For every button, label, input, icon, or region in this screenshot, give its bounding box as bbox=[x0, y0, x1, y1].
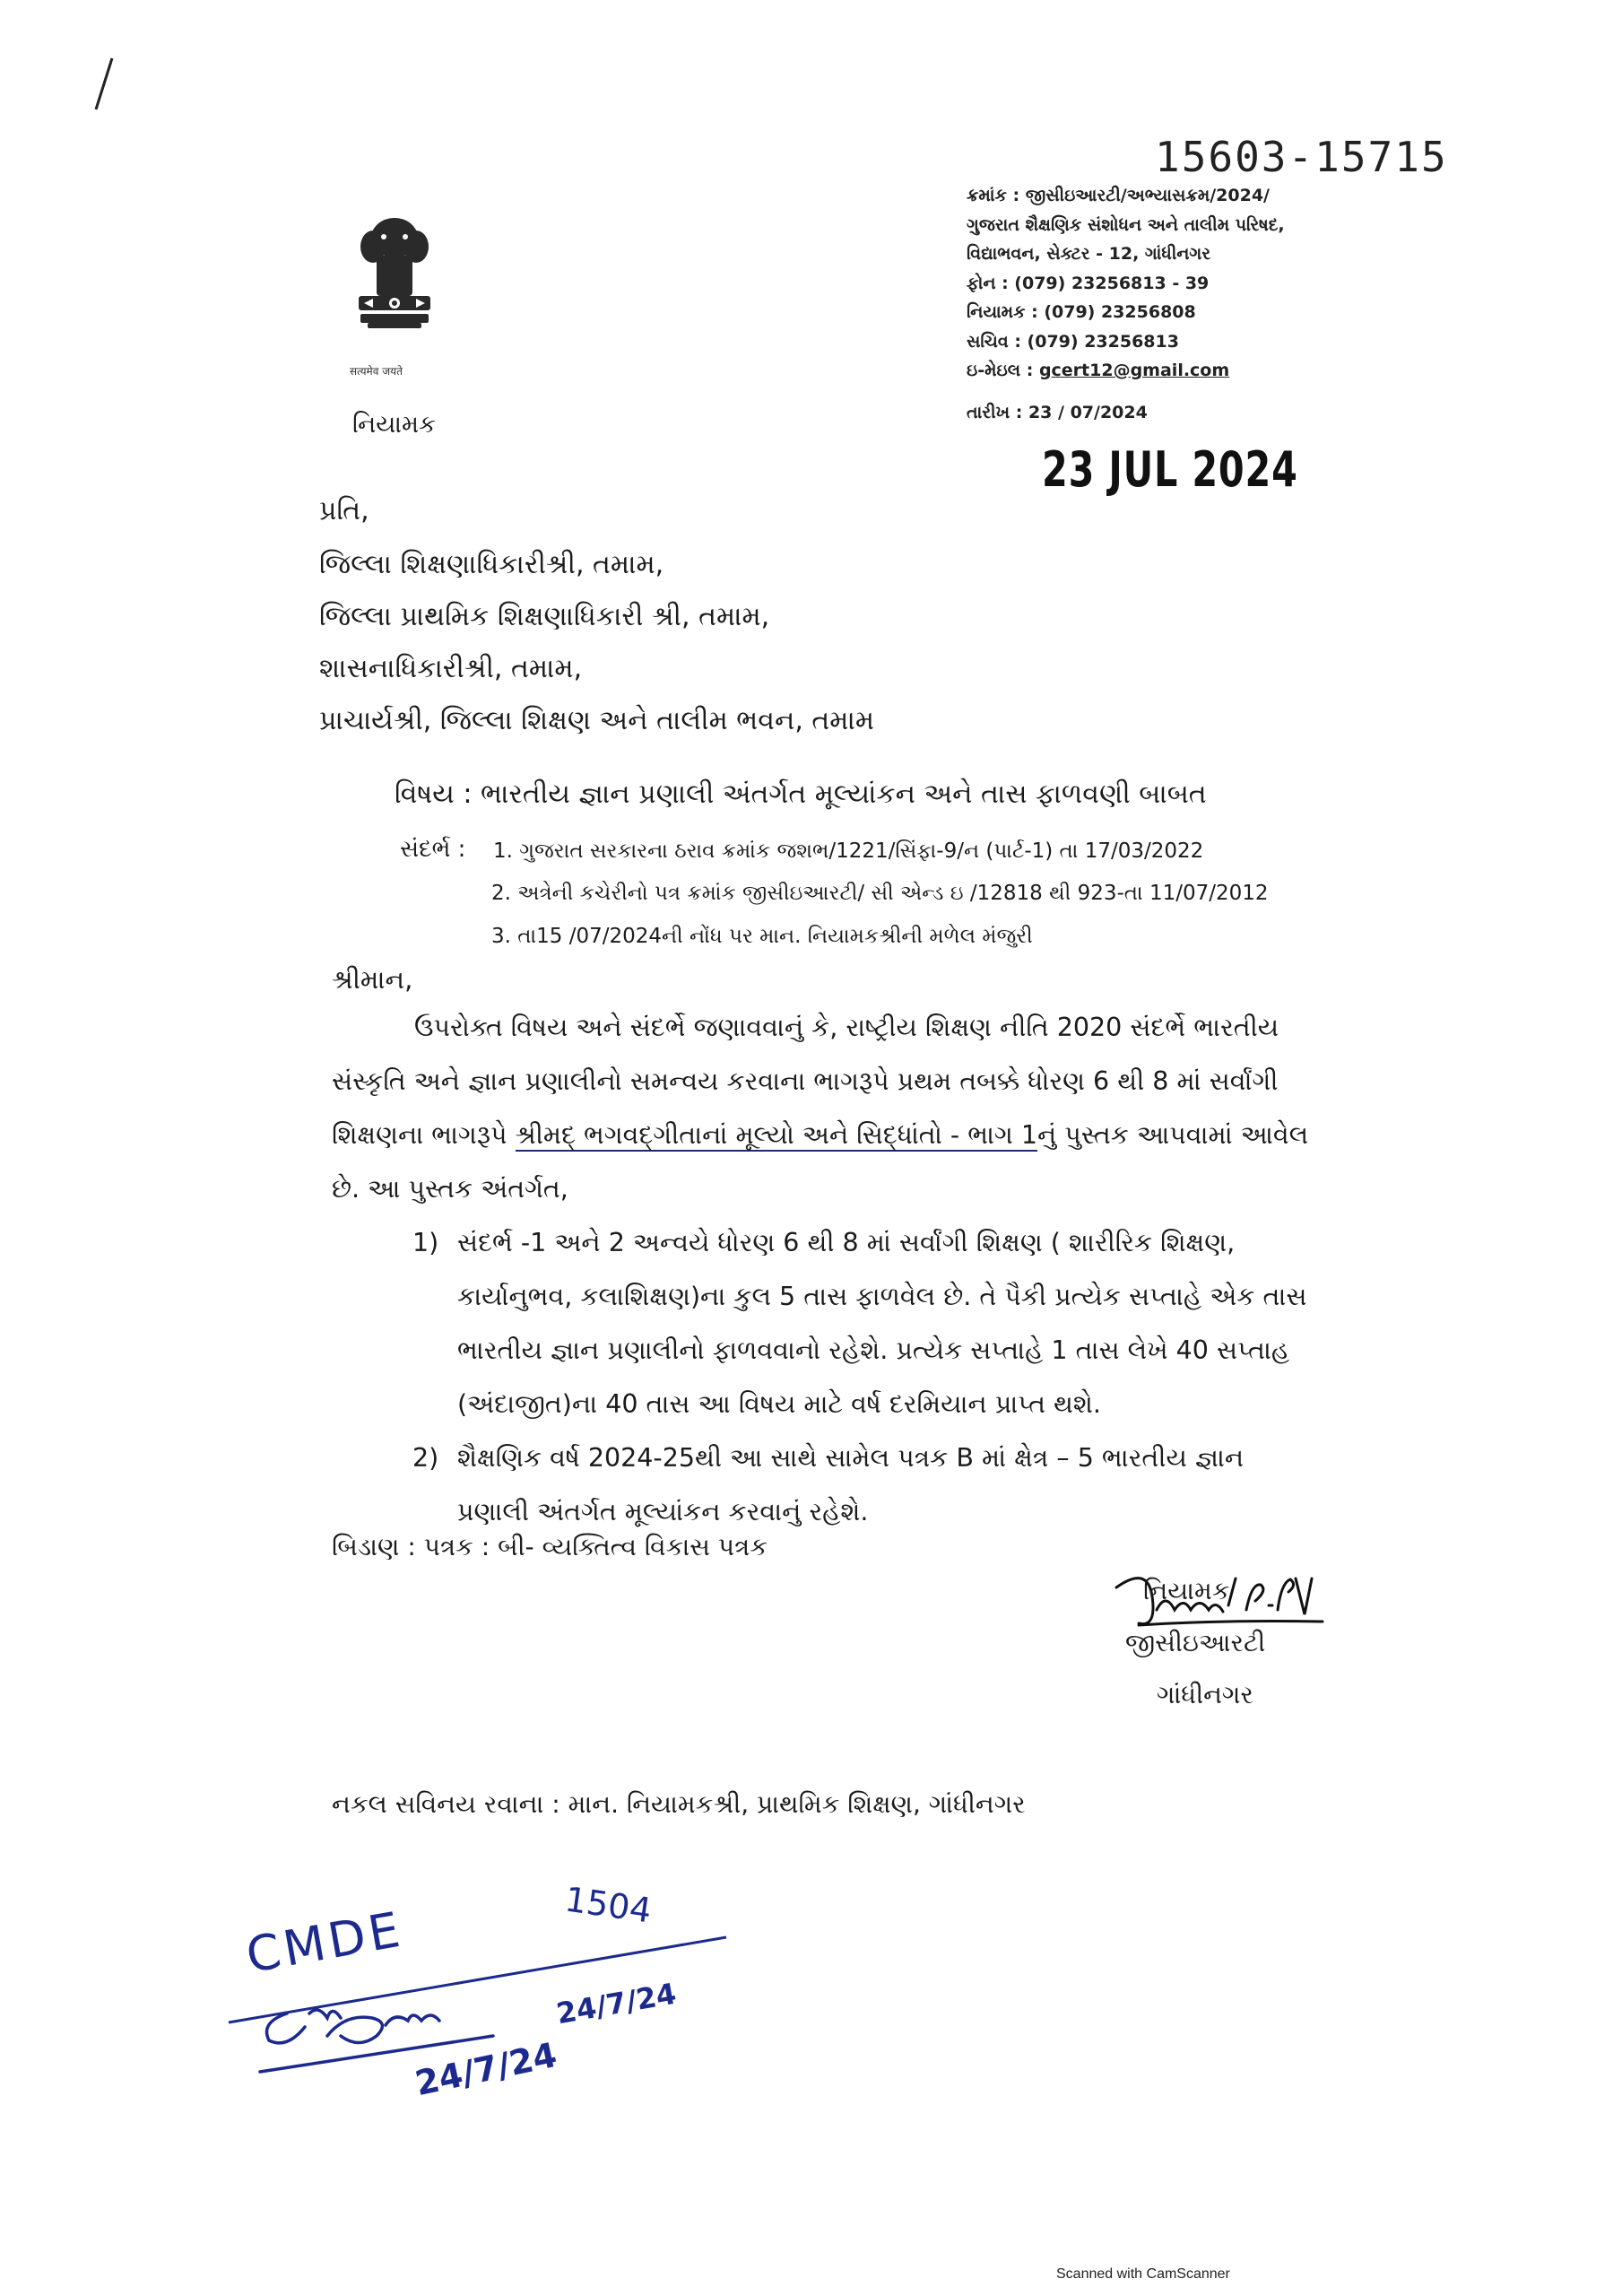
body-text: નું પુસ્તક આપવામાં આવેલ bbox=[1037, 1120, 1309, 1150]
emblem-caption: सत्यमेव जयते bbox=[350, 365, 403, 378]
date-line: તારીખ : 23 / 07/2024 bbox=[967, 402, 1148, 422]
point-item bbox=[412, 1216, 1354, 1431]
received-date-stamp: 23 JUL 2024 bbox=[1042, 441, 1298, 498]
point-line: સંદર્ભ -1 અને 2 અન્વયે ધોરણ 6 થી 8 માં સર્વાંગી શિક્ષણ ( શારીરિક શિક્ષણ, bbox=[457, 1228, 1236, 1257]
office-line: નિયામક : (079) 23256808 bbox=[967, 302, 1196, 322]
body-line: ઉપરોક્ત વિષય અને સંદર્ભે જણાવવાનું કે, રાષ્ટ્રીય શિક્ષણ નીતિ 2020 સંદર્ભે ભારતીય bbox=[414, 1013, 1279, 1042]
handwritten-ref-number: 15603-15715 bbox=[1155, 133, 1448, 181]
department-label: નિયામક bbox=[352, 411, 437, 439]
handwritten-note-top: CMDE bbox=[242, 1900, 408, 1985]
addressee-line: શાસનાધિકારીશ્રી, તમામ, bbox=[319, 653, 583, 684]
office-line: ફોન : (079) 23256813 - 39 bbox=[967, 273, 1210, 293]
handwritten-date: 24/7/24 bbox=[553, 1976, 679, 2031]
email-line bbox=[967, 356, 1285, 386]
body-line: સંસ્કૃતિ અને જ્ઞાન પ્રણાલીનો સમન્વય કરવાના ભાગરૂપે પ્રથમ તબક્કે ધોરણ 6 થી 8 માં સર્વાંગી bbox=[332, 1066, 1279, 1096]
scanner-watermark: Scanned with CamScanner bbox=[1056, 2266, 1230, 2282]
handwritten-note-number: 1504 bbox=[562, 1879, 655, 1931]
office-line: વિદ્યાભવન, સેક્ટર - 12, ગાંધીનગર bbox=[967, 244, 1211, 264]
addressee-line: પ્રાચાર્યશ્રી, જિલ્લા શિક્ષણ અને તાલીમ ભવન, તમામ bbox=[319, 705, 875, 736]
signatory-city: ગાંધીનગર bbox=[1157, 1680, 1253, 1709]
body-paragraph bbox=[332, 1001, 1354, 1216]
signature-block bbox=[1107, 1565, 1265, 1721]
signatory-title: નિયામક bbox=[1143, 1576, 1230, 1605]
references-label: સંદર્ભ : bbox=[400, 836, 466, 863]
point-number: 1) bbox=[412, 1228, 439, 1257]
point-line: શૈક્ષણિક વર્ષ 2024-25થી આ સાથે સામેલ પત્રક B માં ક્ષેત્ર – 5 ભારતીય જ્ઞાન bbox=[457, 1443, 1245, 1473]
office-address-block bbox=[967, 181, 1285, 427]
pen-mark bbox=[85, 54, 121, 117]
addressee-line: પ્રતિ, bbox=[319, 495, 369, 526]
office-line: ગુજરાત શૈક્ષણિક સંશોધન અને તાલીમ પરિષદ, bbox=[967, 214, 1285, 235]
point-line: કાર્યાનુભવ, કલાશિક્ષણ)ના કુલ 5 તાસ ફાળવેલ છે. તે પૈકી પ્રત્યેક સપ્તાહે એક તાસ bbox=[457, 1282, 1307, 1311]
reference-item: 3. તા15 /07/2024ની નોંધ પર માન. નિયામકશ્રીની મળેલ મંજુરી bbox=[491, 925, 1033, 948]
points-list bbox=[412, 1216, 1354, 1539]
point-line: પ્રણાલી અંતર્ગત મૂલ્યાંકન કરવાનું રહેશે. bbox=[457, 1497, 869, 1526]
body-line bbox=[332, 1109, 1354, 1162]
subject-line: વિષય : ભારતીય જ્ઞાન પ્રણાલી અંતર્ગત મૂલ્યાંકન અને તાસ ફાળવણી બાબત bbox=[395, 778, 1207, 810]
email-label: ઇ-મેઇલ : bbox=[967, 361, 1039, 380]
point-line: ભારતીય જ્ઞાન પ્રણાલીનો ફાળવવાનો રહેશે. પ્રત્યેક સપ્તાહે 1 તાસ લેખે 40 સપ્તાહ bbox=[457, 1335, 1290, 1365]
office-line: ક્રમાંક : જીસીઇઆરટી/અભ્યાસક્રમ/2024/ bbox=[967, 186, 1270, 205]
salutation: શ્રીમાન, bbox=[332, 964, 413, 995]
handwritten-note bbox=[224, 1879, 762, 2117]
email-link[interactable]: gcert12@gmail.com bbox=[1038, 361, 1230, 380]
point-item bbox=[412, 1431, 1354, 1539]
handwritten-date: 24/7/24 bbox=[412, 2034, 560, 2104]
point-line: (અંદાજીત)ના 40 તાસ આ વિષય માટે વર્ષ દરમિયાન પ્રાપ્ત થશે. bbox=[457, 1389, 1101, 1419]
book-title-underlined: શ્રીમદ્ ભગવદ્ગીતાનાં મૂલ્યો અને સિદ્ધાંતો - ભાગ 1 bbox=[515, 1120, 1038, 1150]
addressee-line: જિલ્લા શિક્ષણાધિકારીશ્રી, તમામ, bbox=[319, 549, 664, 580]
copy-to-line: નકલ સવિનય રવાના : માન. નિયામકશ્રી, પ્રાથમિક શિક્ષણ, ગાંધીનગર bbox=[332, 1789, 1026, 1819]
body-line: છે. આ પુસ્તક અંતર્ગત, bbox=[332, 1174, 568, 1204]
body-text: શિક્ષણના ભાગરૂપે bbox=[332, 1120, 516, 1150]
reference-item: 2. અત્રેની કચેરીનો પત્ર ક્રમાંક જીસીઇઆરટી/ સી એન્ડ ઇ /12818 થી 923-તા 11/07/2012 bbox=[491, 882, 1269, 905]
signatory-org: જીસીઇઆરટી bbox=[1125, 1628, 1266, 1657]
addressee-line: જિલ્લા પ્રાથમિક શિક્ષણાધિકારી શ્રી, તમામ, bbox=[319, 601, 770, 632]
office-line: સચિવ : (079) 23256813 bbox=[967, 331, 1179, 352]
point-number: 2) bbox=[412, 1443, 439, 1473]
national-emblem-icon bbox=[341, 206, 448, 350]
enclosure-line: બિડાણ : પત્રક : બી- વ્યક્તિત્વ વિકાસ પત્રક bbox=[332, 1532, 768, 1561]
reference-item: 1. ગુજરાત સરકારના ઠરાવ ક્રમાંક જશભ/1221/સિંફા-9/ન (પાર્ટ-1) તા 17/03/2022 bbox=[493, 839, 1204, 863]
